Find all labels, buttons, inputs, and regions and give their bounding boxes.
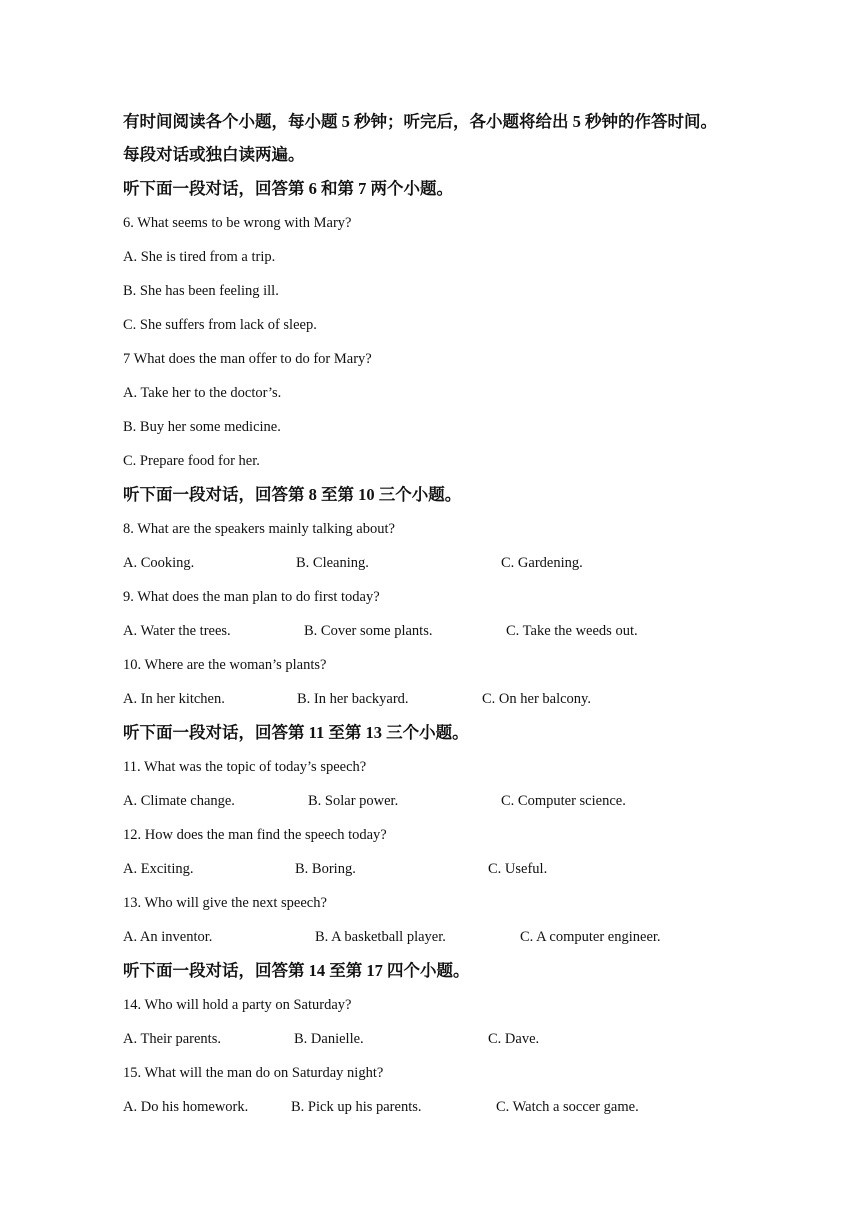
answer-option-c: C. Watch a soccer game. xyxy=(496,1099,639,1115)
answer-option-b: B. Buy her some medicine. xyxy=(123,419,281,435)
question-stem: 13. Who will give the next speech? xyxy=(123,895,327,911)
answer-option-b: B. Pick up his parents. xyxy=(291,1099,422,1115)
instructions-line-2: 每段对话或独白读两遍。 xyxy=(123,145,305,164)
answer-option-b: B. Cover some plants. xyxy=(304,623,433,639)
answer-option-b: B. Danielle. xyxy=(294,1031,364,1047)
answer-option-b: B. Solar power. xyxy=(308,793,399,809)
question-stem: 14. Who will hold a party on Saturday? xyxy=(123,997,352,1013)
options-row xyxy=(123,1022,783,1056)
answer-option-c: C. On her balcony. xyxy=(482,691,591,707)
question-stem: 7 What does the man offer to do for Mary? xyxy=(123,351,372,367)
question-stem: 15. What will the man do on Saturday night? xyxy=(123,1065,384,1081)
question-stem: 6. What seems to be wrong with Mary? xyxy=(123,215,352,231)
answer-option-a: A. Do his homework. xyxy=(123,1099,249,1115)
answer-option-a: A. Cooking. xyxy=(123,555,195,571)
question-stem: 9. What does the man plan to do first today? xyxy=(123,589,380,605)
options-row xyxy=(123,546,783,580)
section-heading: 听下面一段对话，回答第 14 至第 17 四个小题。 xyxy=(123,961,470,980)
answer-option-a: A. Take her to the doctor’s. xyxy=(123,385,282,401)
answer-option-a: A. She is tired from a trip. xyxy=(123,249,276,265)
answer-option-b: B. A basketball player. xyxy=(315,929,446,945)
answer-option-c: C. Take the weeds out. xyxy=(506,623,638,639)
answer-option-c: C. Gardening. xyxy=(501,555,583,571)
options-row xyxy=(123,920,783,954)
answer-option-c: C. She suffers from lack of sleep. xyxy=(123,317,317,333)
question-stem: 8. What are the speakers mainly talking about? xyxy=(123,521,395,537)
answer-option-c: C. Useful. xyxy=(488,861,548,877)
answer-option-c: C. A computer engineer. xyxy=(520,929,661,945)
options-row xyxy=(123,784,783,818)
answer-option-b: B. Cleaning. xyxy=(296,555,369,571)
answer-option-a: A. Climate change. xyxy=(123,793,235,809)
answer-option-a: A. In her kitchen. xyxy=(123,691,225,707)
answer-option-c: C. Dave. xyxy=(488,1031,540,1047)
options-row xyxy=(123,1090,783,1124)
answer-option-c: C. Prepare food for her. xyxy=(123,453,260,469)
answer-option-b: B. She has been feeling ill. xyxy=(123,283,279,299)
answer-option-a: A. Their parents. xyxy=(123,1031,221,1047)
options-row xyxy=(123,852,783,886)
question-stem: 12. How does the man find the speech today? xyxy=(123,827,387,843)
section-heading: 听下面一段对话，回答第 8 至第 10 三个小题。 xyxy=(123,485,462,504)
options-row xyxy=(123,614,783,648)
instructions-line-1: 有时间阅读各个小题，每小题 5 秒钟；听完后，各小题将给出 5 秒钟的作答时间。 xyxy=(123,112,717,131)
options-row xyxy=(123,682,783,716)
answer-option-a: A. Water the trees. xyxy=(123,623,231,639)
answer-option-b: B. Boring. xyxy=(295,861,356,877)
answer-option-a: A. Exciting. xyxy=(123,861,194,877)
answer-option-b: B. In her backyard. xyxy=(297,691,409,707)
exam-page xyxy=(123,108,783,1124)
section-heading: 听下面一段对话，回答第 6 和第 7 两个小题。 xyxy=(123,179,453,198)
answer-option-c: C. Computer science. xyxy=(501,793,626,809)
answer-option-a: A. An inventor. xyxy=(123,929,213,945)
question-stem: 11. What was the topic of today’s speech? xyxy=(123,759,367,775)
section-heading: 听下面一段对话，回答第 11 至第 13 三个小题。 xyxy=(123,723,469,742)
question-stem: 10. Where are the woman’s plants? xyxy=(123,657,327,673)
